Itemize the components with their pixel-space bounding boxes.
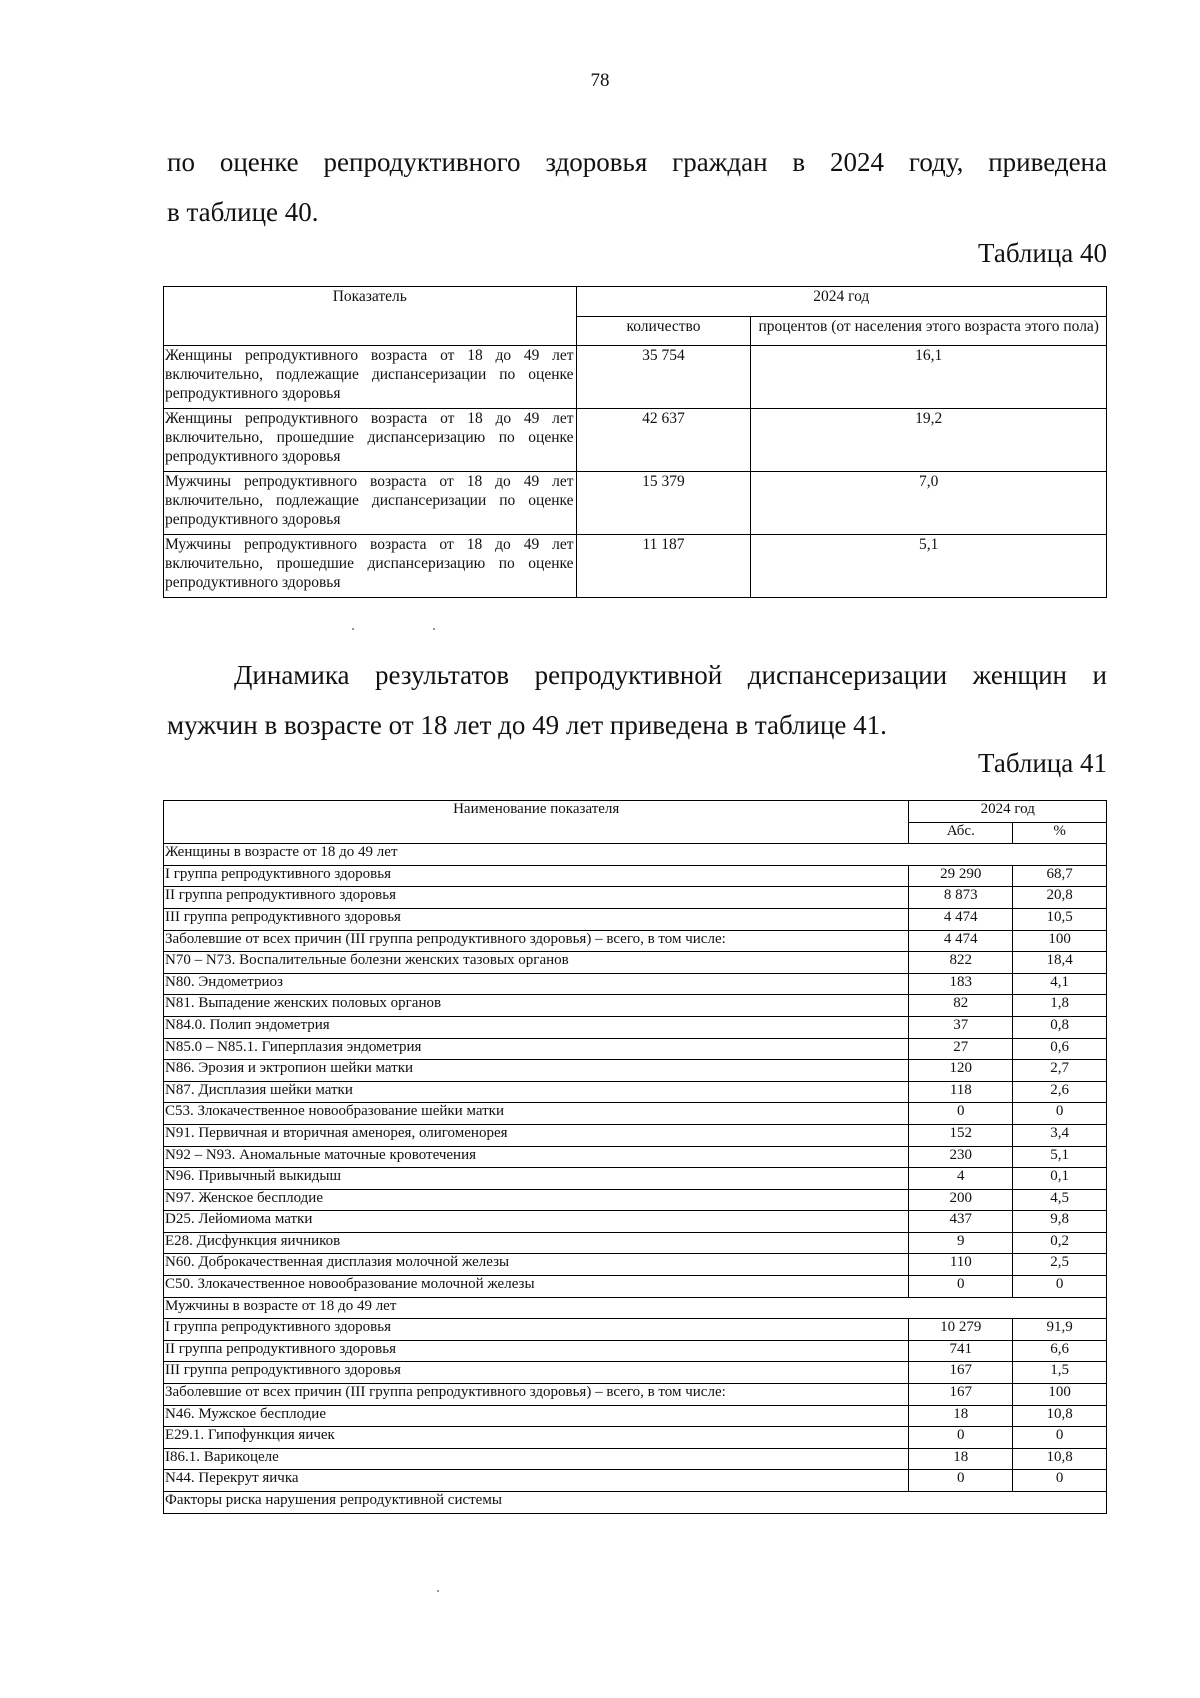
row-count: 15 379 xyxy=(576,472,751,535)
table-row xyxy=(164,1168,1107,1190)
table-row xyxy=(164,887,1107,909)
row-abs: 9 xyxy=(909,1232,1013,1254)
row-abs: 152 xyxy=(909,1124,1013,1146)
table-row xyxy=(164,908,1107,930)
table-row xyxy=(164,1319,1107,1341)
row-pct: 9,8 xyxy=(1013,1211,1107,1233)
dynamics-paragraph-line: мужчин в возрасте от 18 лет до 49 лет приведена в таблице 41. xyxy=(167,710,887,740)
row-label: Заболевшие от всех причин (III группа репродуктивного здоровья) – всего, в том числе: xyxy=(164,1384,909,1406)
header-year: 2024 год xyxy=(909,801,1107,823)
row-label: N84.0. Полип эндометрия xyxy=(164,1016,909,1038)
row-pct: 5,1 xyxy=(1013,1146,1107,1168)
row-pct: 2,6 xyxy=(1013,1081,1107,1103)
row-abs: 0 xyxy=(909,1427,1013,1449)
row-pct: 100 xyxy=(1013,1384,1107,1406)
row-pct: 3,4 xyxy=(1013,1124,1107,1146)
intro-paragraph xyxy=(167,137,1107,237)
row-label: N44. Перекрут яичка xyxy=(164,1470,909,1492)
intro-paragraph-line: по оценке репродуктивного здоровья граждан в 2024 году, приведена xyxy=(167,147,1107,177)
row-label: Мужчины репродуктивного возраста от 18 до 49 лет включительно, прошедшие диспансеризацию по оценке репродуктивного здоровья xyxy=(164,535,577,598)
men-rows xyxy=(164,1319,1107,1492)
section-men: Мужчины в возрасте от 18 до 49 лет xyxy=(164,1297,1107,1319)
row-label: III группа репродуктивного здоровья xyxy=(164,1362,909,1384)
table-row xyxy=(164,472,1107,535)
row-pct: 4,1 xyxy=(1013,973,1107,995)
table-40-caption: Таблица 40 xyxy=(978,238,1107,268)
table-row xyxy=(164,1038,1107,1060)
table-row xyxy=(164,1081,1107,1103)
row-label: I86.1. Варикоцеле xyxy=(164,1448,909,1470)
table-row xyxy=(164,1276,1107,1298)
row-pct: 18,4 xyxy=(1013,952,1107,974)
table-row xyxy=(164,865,1107,887)
section-row xyxy=(164,1297,1107,1319)
table-row xyxy=(164,1060,1107,1082)
row-percent: 16,1 xyxy=(751,346,1107,409)
row-pct: 2,5 xyxy=(1013,1254,1107,1276)
row-abs: 0 xyxy=(909,1470,1013,1492)
row-abs: 0 xyxy=(909,1276,1013,1298)
row-count: 35 754 xyxy=(576,346,751,409)
row-label: N86. Эрозия и эктропион шейки матки xyxy=(164,1060,909,1082)
header-percent: процентов (от населения этого возраста этого пола) xyxy=(751,316,1107,346)
table-row xyxy=(164,1254,1107,1276)
section-risk-factors: Факторы риска нарушения репродуктивной системы xyxy=(164,1492,1107,1514)
table-row xyxy=(164,973,1107,995)
table-row xyxy=(164,346,1107,409)
row-abs: 230 xyxy=(909,1146,1013,1168)
section-row xyxy=(164,1492,1107,1514)
header-pct: % xyxy=(1013,822,1107,844)
row-pct: 1,8 xyxy=(1013,995,1107,1017)
row-pct: 10,8 xyxy=(1013,1448,1107,1470)
row-pct: 0,1 xyxy=(1013,1168,1107,1190)
table-40 xyxy=(163,286,1107,598)
row-abs: 18 xyxy=(909,1448,1013,1470)
header-name: Наименование показателя xyxy=(164,801,909,844)
table-row xyxy=(164,1232,1107,1254)
table-row xyxy=(164,930,1107,952)
row-abs: 4 xyxy=(909,1168,1013,1190)
row-abs: 200 xyxy=(909,1189,1013,1211)
row-abs: 118 xyxy=(909,1081,1013,1103)
row-label: I группа репродуктивного здоровья xyxy=(164,865,909,887)
row-label: N91. Первичная и вторичная аменорея, олигоменорея xyxy=(164,1124,909,1146)
row-pct: 0 xyxy=(1013,1276,1107,1298)
row-abs: 10 279 xyxy=(909,1319,1013,1341)
row-pct: 10,8 xyxy=(1013,1405,1107,1427)
row-abs: 120 xyxy=(909,1060,1013,1082)
table-row xyxy=(164,1146,1107,1168)
row-label: Женщины репродуктивного возраста от 18 до 49 лет включительно, прошедшие диспансеризацию по оценке репродуктивного здоровья xyxy=(164,409,577,472)
row-abs: 4 474 xyxy=(909,930,1013,952)
women-rows xyxy=(164,865,1107,1297)
row-label: Мужчины репродуктивного возраста от 18 до 49 лет включительно, подлежащие диспансеризации по оценке репродуктивного здоровья xyxy=(164,472,577,535)
table-41-caption: Таблица 41 xyxy=(978,748,1107,778)
row-pct: 0 xyxy=(1013,1103,1107,1125)
row-pct: 68,7 xyxy=(1013,865,1107,887)
dynamics-paragraph-line: Динамика результатов репродуктивной диспансеризации женщин и xyxy=(234,660,1107,690)
row-abs: 167 xyxy=(909,1362,1013,1384)
table-header-row xyxy=(164,287,1107,317)
scan-speck xyxy=(352,628,354,630)
table-row xyxy=(164,1124,1107,1146)
table-row xyxy=(164,1340,1107,1362)
header-count: количество xyxy=(576,316,751,346)
row-percent: 19,2 xyxy=(751,409,1107,472)
table-row xyxy=(164,1384,1107,1406)
row-label: II группа репродуктивного здоровья xyxy=(164,887,909,909)
row-label: N87. Дисплазия шейки матки xyxy=(164,1081,909,1103)
row-pct: 0,2 xyxy=(1013,1232,1107,1254)
row-abs: 183 xyxy=(909,973,1013,995)
row-abs: 822 xyxy=(909,952,1013,974)
row-pct: 0 xyxy=(1013,1427,1107,1449)
row-pct: 6,6 xyxy=(1013,1340,1107,1362)
dynamics-paragraph xyxy=(167,650,1107,750)
table-row xyxy=(164,1189,1107,1211)
row-pct: 20,8 xyxy=(1013,887,1107,909)
row-label: II группа репродуктивного здоровья xyxy=(164,1340,909,1362)
row-count: 11 187 xyxy=(576,535,751,598)
row-abs: 82 xyxy=(909,995,1013,1017)
row-label: Женщины репродуктивного возраста от 18 до 49 лет включительно, подлежащие диспансеризации по оценке репродуктивного здоровья xyxy=(164,346,577,409)
table-row xyxy=(164,1427,1107,1449)
row-pct: 2,7 xyxy=(1013,1060,1107,1082)
section-row xyxy=(164,844,1107,866)
intro-paragraph-line: в таблице 40. xyxy=(167,197,319,227)
table-row xyxy=(164,1362,1107,1384)
row-pct: 0,6 xyxy=(1013,1038,1107,1060)
row-pct: 10,5 xyxy=(1013,908,1107,930)
row-abs: 4 474 xyxy=(909,908,1013,930)
row-pct: 91,9 xyxy=(1013,1319,1107,1341)
table-row xyxy=(164,1103,1107,1125)
page-number: 78 xyxy=(590,70,610,91)
header-indicator: Показатель xyxy=(164,287,577,346)
row-label: C50. Злокачественное новообразование молочной железы xyxy=(164,1276,909,1298)
row-percent: 7,0 xyxy=(751,472,1107,535)
row-label: I группа репродуктивного здоровья xyxy=(164,1319,909,1341)
row-label: N97. Женское бесплодие xyxy=(164,1189,909,1211)
row-label: Заболевшие от всех причин (III группа репродуктивного здоровья) – всего, в том числе: xyxy=(164,930,909,952)
row-abs: 167 xyxy=(909,1384,1013,1406)
row-label: E29.1. Гипофункция яичек xyxy=(164,1427,909,1449)
row-abs: 741 xyxy=(909,1340,1013,1362)
row-abs: 0 xyxy=(909,1103,1013,1125)
row-label: N60. Доброкачественная дисплазия молочной железы xyxy=(164,1254,909,1276)
row-label: N85.0 – N85.1. Гиперплазия эндометрия xyxy=(164,1038,909,1060)
scan-speck xyxy=(433,628,435,630)
row-label: N92 – N93. Аномальные маточные кровотечения xyxy=(164,1146,909,1168)
table-row xyxy=(164,952,1107,974)
row-abs: 37 xyxy=(909,1016,1013,1038)
row-label: N70 – N73. Воспалительные болезни женских тазовых органов xyxy=(164,952,909,974)
row-label: N46. Мужское бесплодие xyxy=(164,1405,909,1427)
row-pct: 1,5 xyxy=(1013,1362,1107,1384)
table-row xyxy=(164,409,1107,472)
row-label: D25. Лейомиома матки xyxy=(164,1211,909,1233)
row-label: N96. Привычный выкидыш xyxy=(164,1168,909,1190)
table-row xyxy=(164,1211,1107,1233)
row-abs: 27 xyxy=(909,1038,1013,1060)
row-abs: 8 873 xyxy=(909,887,1013,909)
row-label: E28. Дисфункция яичников xyxy=(164,1232,909,1254)
table-row xyxy=(164,995,1107,1017)
row-label: C53. Злокачественное новообразование шейки матки xyxy=(164,1103,909,1125)
table-row xyxy=(164,1470,1107,1492)
row-abs: 29 290 xyxy=(909,865,1013,887)
table-row xyxy=(164,1448,1107,1470)
row-abs: 110 xyxy=(909,1254,1013,1276)
row-pct: 100 xyxy=(1013,930,1107,952)
header-year: 2024 год xyxy=(576,287,1106,317)
table-row xyxy=(164,535,1107,598)
row-label: N81. Выпадение женских половых органов xyxy=(164,995,909,1017)
row-pct: 0 xyxy=(1013,1470,1107,1492)
row-pct: 4,5 xyxy=(1013,1189,1107,1211)
row-pct: 0,8 xyxy=(1013,1016,1107,1038)
table-41 xyxy=(163,800,1107,1514)
row-label: N80. Эндометриоз xyxy=(164,973,909,995)
section-women: Женщины в возрасте от 18 до 49 лет xyxy=(164,844,1107,866)
row-label: III группа репродуктивного здоровья xyxy=(164,908,909,930)
scan-speck xyxy=(437,1590,439,1592)
row-abs: 18 xyxy=(909,1405,1013,1427)
table-row xyxy=(164,1405,1107,1427)
row-count: 42 637 xyxy=(576,409,751,472)
table-row xyxy=(164,1016,1107,1038)
row-percent: 5,1 xyxy=(751,535,1107,598)
table-header-row xyxy=(164,801,1107,823)
row-abs: 437 xyxy=(909,1211,1013,1233)
header-abs: Абс. xyxy=(909,822,1013,844)
